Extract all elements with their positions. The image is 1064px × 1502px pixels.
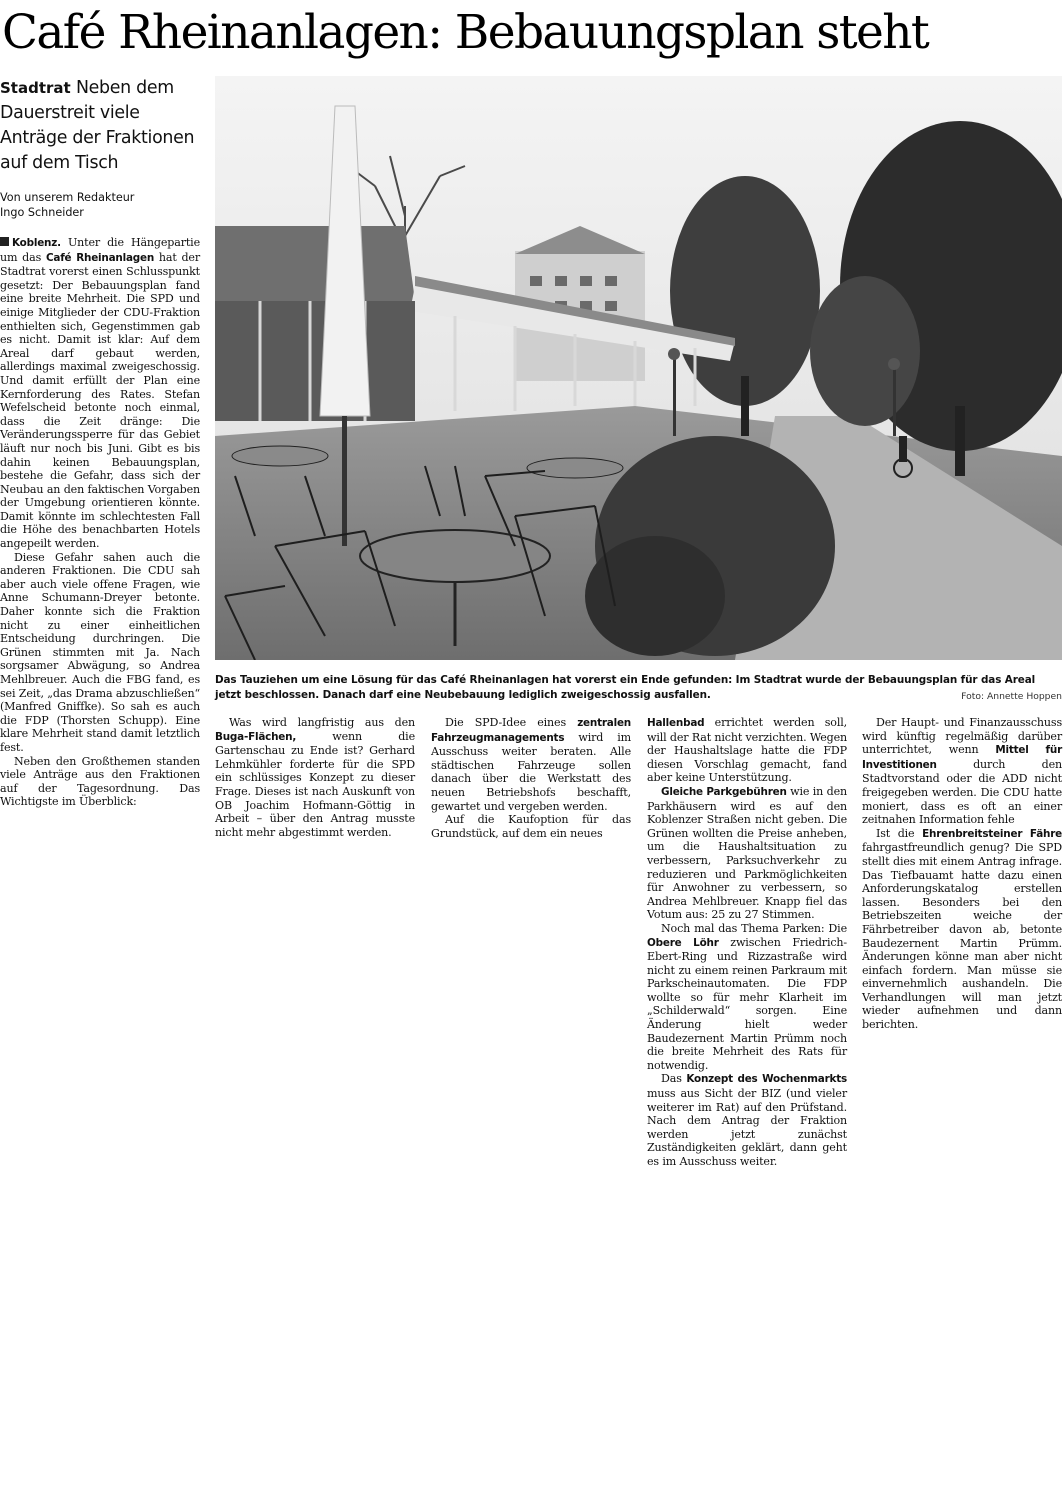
paragraph [215, 716, 415, 839]
deck-kicker: Stadtrat [0, 79, 71, 97]
text: Ist die [876, 826, 915, 840]
photo-credit: Foto: Annette Hoppen [961, 691, 1062, 702]
paragraph [862, 716, 1062, 827]
text: wenn die Gartenschau zu Ende ist? Gerhard Lehmkühler forderte für die SPD ein schlüssiges Konzept zu dieser Frage. Dieses ist nach Auskunft von OB Joachim Hofmann-Göttig in Arbeit – über den Antrag musste nicht mehr abgestimmt werden. [215, 729, 415, 839]
text: errichtet werden soll, will der Rat nicht verzichten. Wegen der Haushaltslage hatte die FDP diesen Vorschlag gemacht, fand aber keine Unterstützung. [647, 716, 847, 785]
deck [0, 76, 200, 176]
paragraph: Neben den Großthemen standen viele Anträge aus den Fraktionen auf der Tagesordnung. Das Wichtigste im Überblick: [0, 754, 200, 809]
left-column [0, 76, 200, 809]
text: wie in den Parkhäusern wird es auf den Koblenzer Straßen nicht geben. Die Grünen wollten die Preise anheben, um die Haushaltsituation zu verbessern, Parksuchverkehr zu reduzieren und Parkmöglichkeiten für Anwohner zu verbessern, so Andrea Mehlbreuer. Knapp fiel das Votum aus: 25 zu 27 Stimmen. [647, 784, 847, 922]
bold-term: Café Rheinanlagen [45, 251, 155, 264]
article-body-col5 [862, 716, 1062, 1032]
text: zwischen Friedrich-Ebert-Ring und Rizzastraße wird nicht zu einem reinen Parkraum mit Parkscheinautomaten. Die FDP wollte so für mehr Klarheit im „Schilderwald“ sorgen. Eine Änderung hielt weder Baudezernent Martin Prümm noch die breite Mehrheit des Rats für notwendig. [647, 935, 848, 1072]
photo-illustration [215, 76, 1062, 660]
paragraph [647, 922, 847, 1073]
photo-caption: Das Tauziehen um eine Lösung für das Café Rheinanlagen hat vorerst ein Ende gefunden: Im Stadtrat wurde der Bebauungsplan für das Areal jetzt beschlossen. Danach darf eine Neubebauung lediglich zweigeschossig ausfallen. [215, 674, 1036, 701]
bold-term: Gleiche Parkgebühren [661, 785, 787, 798]
paragraph: Auf die Kaufoption für das Grundstück, auf dem ein neues [431, 813, 631, 840]
byline-author: Ingo Schneider [0, 206, 84, 219]
bold-term: Konzept des Wochenmarkts [686, 1073, 847, 1086]
deck-text: Neben dem Dauerstreit viele Anträge der Fraktionen auf dem Tisch [0, 78, 195, 173]
text: muss aus Sicht der BIZ (und vieler weiterer im Rat) auf den Prüfstand. Nach dem Antrag der Fraktion werden jetzt zunächst Zuständigkeiten geklärt, dann geht es im Ausschuss weiter. [647, 1087, 847, 1168]
dateline: Koblenz. [12, 237, 61, 249]
paragraph [647, 1072, 847, 1168]
text: fahrgastfreundlich genug? Die SPD stellt dies mit einem Antrag infrage. Das Tiefbauamt hatte dazu einen Anforderungskatalog erstellen lassen. Besonders bei den Betriebszeiten weiche der Fährbetreiber davon ab, betonte Baudezernent Martin Prümm. Änderungen könne man aber nicht einfach fordern. Man müsse sie einvernehmlich aushandeln. Die Verhandlungen will man jetzt wieder aufnehmen und dann berichten. [862, 841, 1062, 1032]
text: wird im Ausschuss weiter beraten. Alle städtischen Fahrzeuge sollen danach über die Werkstatt des neuen Betriebshofs beschafft, gewartet und vergeben werden. [431, 730, 631, 813]
bold-term: Mittel für Investitionen [862, 744, 1062, 771]
text: Unter die Hängepartie um das [0, 236, 200, 264]
text: hat der Stadtrat vorerst einen Schlusspunkt gesetzt: Der Bebauungsplan fand eine breite Mehrheit. Die SPD und einige Mitglieder der CDU-Fraktion enthielten sich, Gegenstimmen gab es nicht. Damit ist klar: Auf dem Areal darf gebaut werden, allerdings maximal zweigeschossig. Und damit erfüllt der Plan eine Kernforderung des Rates. Stefan Wefelscheid betonte noch einmal, dass die Zeit dränge: Die Veränderungssperre für das Gebiet läuft nur noch bis Juni. Gibt es bis dahin keinen Bebauungsplan, bestehe die Gefahr, dass sich der Neubau an den faktischen Vorgaben der Umgebung orientieren könnte. Damit könnte im schlechtesten Fall die Höhe des benachbarten Hotels angepeilt werden. [0, 250, 200, 551]
bold-term: Obere Löhr [647, 936, 719, 949]
article-body-col2 [215, 716, 415, 839]
headline: Café Rheinanlagen: Bebauungsplan steht [2, 5, 929, 60]
text: Das [661, 1072, 682, 1086]
bold-term: Buga-Flächen, [215, 730, 297, 743]
bold-term: Ehrenbreitsteiner Fähre [922, 827, 1062, 840]
text: Der Haupt- und Finanzausschuss wird künftig regelmäßig darüber unterrichtet, wenn [862, 716, 1062, 757]
byline [0, 190, 200, 220]
paragraph [647, 785, 847, 922]
article-body-col3 [431, 716, 631, 840]
paragraph [0, 236, 200, 551]
paragraph: Diese Gefahr sahen auch die anderen Fraktionen. Die CDU sah aber auch viele offene Fragen, wie Anne Schumann-Dreyer betonte. Daher konnte sich die Fraktion nicht zu einer einheitlichen Entscheidung durchringen. Die Grünen stimmten mit Ja. Nach sorgsamer Abwägung, so Andrea Mehlbreuer. Auch die FBG fand, es sei Zeit, „das Drama abzuschließen“ (Manfred Gniffke). So sah es auch die FDP (Thorsten Schupp). Eine klare Mehrheit stand damit letztlich fest. [0, 550, 200, 754]
text: Die SPD-Idee eines [445, 716, 566, 729]
bold-term: Hallenbad [647, 717, 705, 729]
article-body-col4 [647, 716, 847, 1169]
bold-term: zentralen Fahrzeugmanagements [431, 717, 631, 744]
photo-cafe-rheinanlagen [215, 76, 1062, 660]
text: durch den Stadtvorstand oder die ADD nicht freigegeben werden. Die CDU hatte moniert, dass es oft an einer zeitnahen Information fehle [862, 757, 1062, 827]
text: Was wird langfristig aus den [229, 716, 415, 729]
text: Noch mal das Thema Parken: Die [661, 921, 847, 935]
paragraph [647, 716, 847, 785]
article-body-col1 [0, 236, 200, 809]
square-bullet-icon [0, 237, 9, 246]
byline-line1: Von unserem Redakteur [0, 191, 135, 204]
paragraph [431, 716, 631, 813]
paragraph [862, 827, 1062, 1032]
